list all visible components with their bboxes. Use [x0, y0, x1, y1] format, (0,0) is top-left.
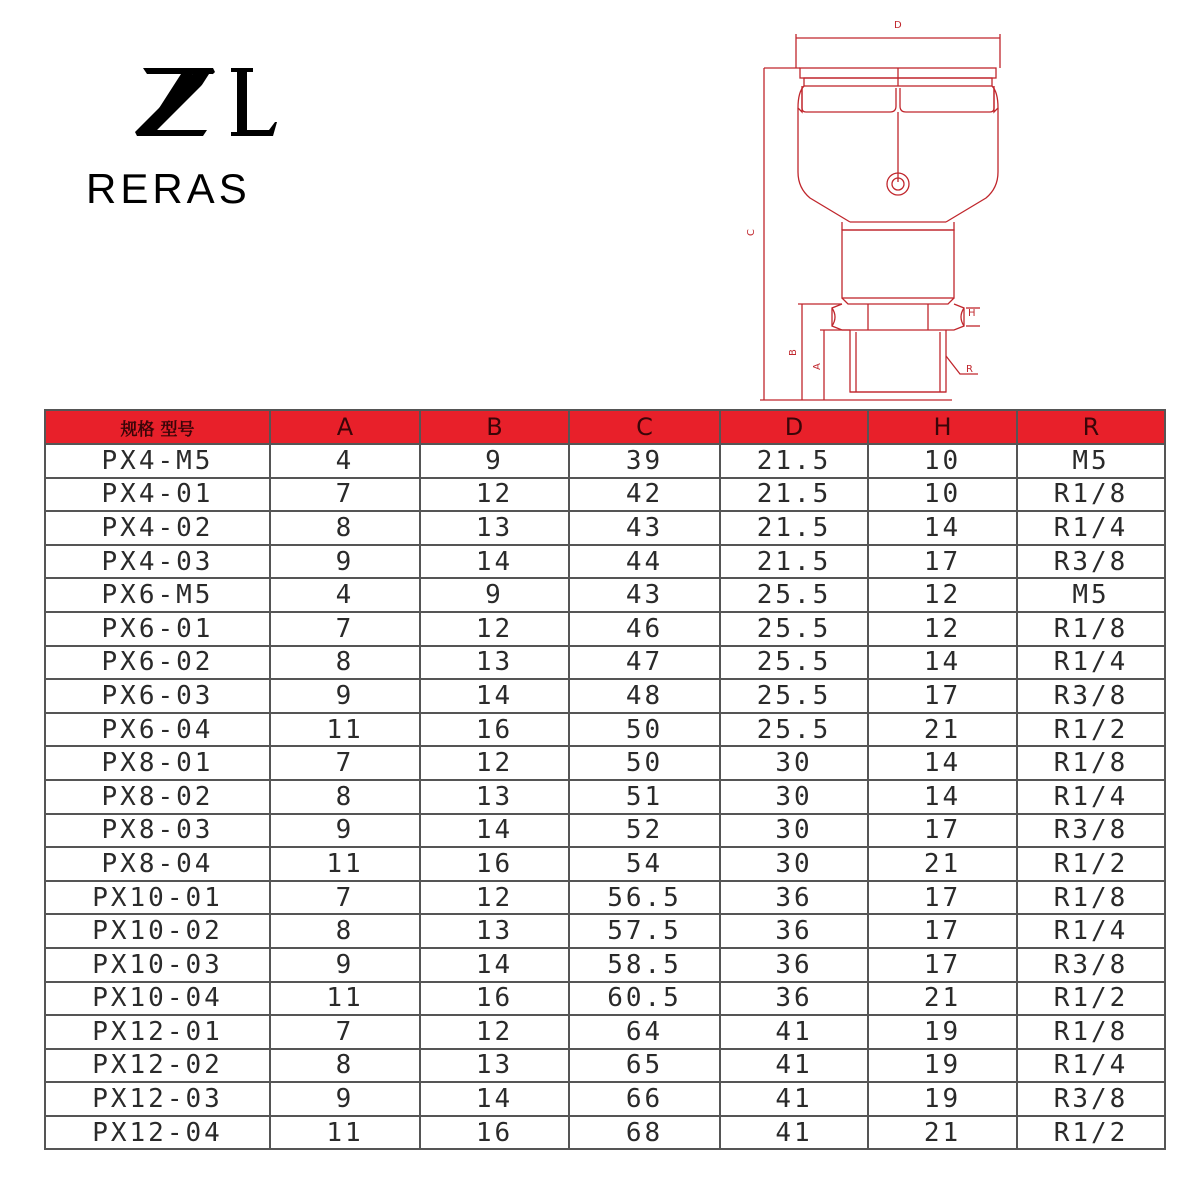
- cell-d: 25.5: [720, 679, 868, 713]
- cell-c: 46: [569, 612, 720, 646]
- cell-b: 12: [420, 612, 569, 646]
- cell-a: 11: [270, 982, 420, 1016]
- cell-b: 16: [420, 1116, 569, 1150]
- cell-a: 11: [270, 847, 420, 881]
- cell-model: PX4-M5: [45, 444, 270, 478]
- cell-c: 43: [569, 578, 720, 612]
- cell-b: 16: [420, 847, 569, 881]
- table-row: [45, 1082, 1165, 1116]
- table-row: [45, 881, 1165, 915]
- cell-a: 9: [270, 679, 420, 713]
- cell-a: 8: [270, 511, 420, 545]
- cell-b: 14: [420, 679, 569, 713]
- cell-r: R1/2: [1017, 1116, 1165, 1150]
- cell-b: 12: [420, 881, 569, 915]
- table-row: [45, 578, 1165, 612]
- cell-h: 14: [868, 511, 1017, 545]
- cell-a: 8: [270, 914, 420, 948]
- table-row: [45, 746, 1165, 780]
- cell-r: R3/8: [1017, 1082, 1165, 1116]
- cell-r: R1/8: [1017, 612, 1165, 646]
- cell-r: R1/4: [1017, 511, 1165, 545]
- cell-model: PX6-M5: [45, 578, 270, 612]
- cell-c: 58.5: [569, 948, 720, 982]
- cell-d: 41: [720, 1082, 868, 1116]
- cell-r: R1/4: [1017, 1049, 1165, 1083]
- cell-a: 7: [270, 881, 420, 915]
- cell-d: 25.5: [720, 578, 868, 612]
- table-row: [45, 713, 1165, 747]
- cell-h: 17: [868, 545, 1017, 579]
- cell-r: R1/2: [1017, 982, 1165, 1016]
- table-row: [45, 814, 1165, 848]
- cell-a: 9: [270, 814, 420, 848]
- column-header-a: A: [270, 410, 420, 444]
- cell-b: 13: [420, 511, 569, 545]
- table-row: [45, 545, 1165, 579]
- table-row: [45, 847, 1165, 881]
- cell-b: 14: [420, 1082, 569, 1116]
- cell-d: 21.5: [720, 511, 868, 545]
- cell-h: 21: [868, 713, 1017, 747]
- cell-d: 25.5: [720, 646, 868, 680]
- cell-model: PX4-01: [45, 478, 270, 512]
- cell-c: 50: [569, 746, 720, 780]
- cell-r: R1/2: [1017, 713, 1165, 747]
- dim-label-h: H: [968, 308, 976, 319]
- cell-h: 14: [868, 780, 1017, 814]
- column-header-b: B: [420, 410, 569, 444]
- table-row: [45, 1049, 1165, 1083]
- cell-model: PX10-03: [45, 948, 270, 982]
- cell-a: 7: [270, 612, 420, 646]
- cell-r: R1/4: [1017, 646, 1165, 680]
- cell-model: PX8-04: [45, 847, 270, 881]
- cell-h: 19: [868, 1015, 1017, 1049]
- cell-c: 54: [569, 847, 720, 881]
- cell-b: 9: [420, 444, 569, 478]
- cell-d: 30: [720, 847, 868, 881]
- cell-b: 12: [420, 746, 569, 780]
- cell-a: 9: [270, 1082, 420, 1116]
- table-row: [45, 914, 1165, 948]
- cell-model: PX6-03: [45, 679, 270, 713]
- cell-h: 17: [868, 948, 1017, 982]
- cell-h: 17: [868, 679, 1017, 713]
- cell-r: R1/8: [1017, 881, 1165, 915]
- cell-h: 10: [868, 444, 1017, 478]
- cell-c: 52: [569, 814, 720, 848]
- table-row: [45, 1116, 1165, 1150]
- cell-r: R1/8: [1017, 1015, 1165, 1049]
- cell-c: 64: [569, 1015, 720, 1049]
- cell-r: R1/4: [1017, 914, 1165, 948]
- cell-h: 21: [868, 1116, 1017, 1150]
- cell-model: PX6-04: [45, 713, 270, 747]
- cell-model: PX12-03: [45, 1082, 270, 1116]
- cell-a: 8: [270, 1049, 420, 1083]
- cell-d: 41: [720, 1015, 868, 1049]
- cell-a: 8: [270, 646, 420, 680]
- brand-name: RERAS: [86, 165, 251, 212]
- cell-h: 12: [868, 612, 1017, 646]
- cell-a: 7: [270, 478, 420, 512]
- cell-c: 60.5: [569, 982, 720, 1016]
- cell-r: R3/8: [1017, 679, 1165, 713]
- cell-b: 12: [420, 478, 569, 512]
- dim-label-b: B: [788, 349, 799, 356]
- cell-model: PX8-01: [45, 746, 270, 780]
- cell-b: 16: [420, 982, 569, 1016]
- cell-a: 7: [270, 746, 420, 780]
- cell-d: 36: [720, 982, 868, 1016]
- cell-b: 14: [420, 545, 569, 579]
- cell-c: 65: [569, 1049, 720, 1083]
- cell-c: 43: [569, 511, 720, 545]
- cell-r: R3/8: [1017, 948, 1165, 982]
- cell-r: R1/8: [1017, 746, 1165, 780]
- cell-d: 36: [720, 948, 868, 982]
- cell-h: 14: [868, 746, 1017, 780]
- cell-a: 7: [270, 1015, 420, 1049]
- column-header-r: R: [1017, 410, 1165, 444]
- cell-model: PX4-03: [45, 545, 270, 579]
- cell-h: 21: [868, 847, 1017, 881]
- cell-c: 66: [569, 1082, 720, 1116]
- column-header-h: H: [868, 410, 1017, 444]
- table-row: [45, 1015, 1165, 1049]
- cell-r: M5: [1017, 578, 1165, 612]
- cell-c: 48: [569, 679, 720, 713]
- cell-c: 51: [569, 780, 720, 814]
- cell-r: R1/2: [1017, 847, 1165, 881]
- cell-c: 57.5: [569, 914, 720, 948]
- cell-model: PX8-02: [45, 780, 270, 814]
- cell-r: R3/8: [1017, 814, 1165, 848]
- cell-d: 21.5: [720, 444, 868, 478]
- fitting-drawing: [740, 12, 1040, 407]
- cell-h: 17: [868, 814, 1017, 848]
- cell-h: 21: [868, 982, 1017, 1016]
- cell-model: PX10-01: [45, 881, 270, 915]
- cell-d: 41: [720, 1049, 868, 1083]
- cell-b: 9: [420, 578, 569, 612]
- cell-model: PX6-02: [45, 646, 270, 680]
- cell-d: 30: [720, 746, 868, 780]
- dim-label-a: A: [812, 363, 823, 370]
- cell-h: 19: [868, 1082, 1017, 1116]
- cell-h: 17: [868, 914, 1017, 948]
- brand-logo: [80, 50, 350, 220]
- cell-d: 30: [720, 814, 868, 848]
- table-row: [45, 444, 1165, 478]
- cell-r: M5: [1017, 444, 1165, 478]
- table-row: [45, 612, 1165, 646]
- cell-a: 11: [270, 713, 420, 747]
- cell-d: 41: [720, 1116, 868, 1150]
- cell-c: 68: [569, 1116, 720, 1150]
- table-body: [45, 444, 1165, 1149]
- table-row: [45, 948, 1165, 982]
- cell-model: PX4-02: [45, 511, 270, 545]
- cell-c: 47: [569, 646, 720, 680]
- cell-model: PX12-01: [45, 1015, 270, 1049]
- cell-d: 25.5: [720, 612, 868, 646]
- cell-model: PX12-02: [45, 1049, 270, 1083]
- zl-logo-mark: [135, 60, 285, 140]
- cell-r: R1/4: [1017, 780, 1165, 814]
- cell-model: PX10-04: [45, 982, 270, 1016]
- cell-r: R1/8: [1017, 478, 1165, 512]
- cell-a: 4: [270, 578, 420, 612]
- cell-d: 30: [720, 780, 868, 814]
- cell-d: 21.5: [720, 545, 868, 579]
- cell-d: 36: [720, 914, 868, 948]
- cell-model: PX6-01: [45, 612, 270, 646]
- cell-b: 12: [420, 1015, 569, 1049]
- table-row: [45, 478, 1165, 512]
- cell-c: 39: [569, 444, 720, 478]
- table-header-row: [45, 410, 1165, 444]
- cell-c: 44: [569, 545, 720, 579]
- cell-a: 9: [270, 545, 420, 579]
- cell-c: 56.5: [569, 881, 720, 915]
- cell-d: 25.5: [720, 713, 868, 747]
- cell-b: 16: [420, 713, 569, 747]
- column-header-model: 规格 型号: [45, 410, 270, 444]
- table-row: [45, 982, 1165, 1016]
- cell-a: 11: [270, 1116, 420, 1150]
- dim-label-c: C: [746, 229, 757, 236]
- cell-c: 42: [569, 478, 720, 512]
- cell-c: 50: [569, 713, 720, 747]
- dim-label-r: R: [966, 364, 973, 375]
- column-header-c: C: [569, 410, 720, 444]
- table-row: [45, 646, 1165, 680]
- cell-h: 12: [868, 578, 1017, 612]
- cell-b: 14: [420, 814, 569, 848]
- cell-h: 17: [868, 881, 1017, 915]
- spec-table: [44, 409, 1166, 1150]
- dim-label-d: D: [894, 20, 902, 31]
- cell-b: 13: [420, 780, 569, 814]
- cell-a: 9: [270, 948, 420, 982]
- cell-model: PX10-02: [45, 914, 270, 948]
- cell-h: 10: [868, 478, 1017, 512]
- cell-h: 19: [868, 1049, 1017, 1083]
- cell-a: 4: [270, 444, 420, 478]
- cell-d: 21.5: [720, 478, 868, 512]
- table-row: [45, 780, 1165, 814]
- cell-model: PX8-03: [45, 814, 270, 848]
- cell-b: 13: [420, 914, 569, 948]
- cell-d: 36: [720, 881, 868, 915]
- cell-b: 14: [420, 948, 569, 982]
- cell-b: 13: [420, 646, 569, 680]
- cell-r: R3/8: [1017, 545, 1165, 579]
- table-row: [45, 679, 1165, 713]
- cell-b: 13: [420, 1049, 569, 1083]
- cell-model: PX12-04: [45, 1116, 270, 1150]
- cell-a: 8: [270, 780, 420, 814]
- table-row: [45, 511, 1165, 545]
- column-header-d: D: [720, 410, 868, 444]
- cell-h: 14: [868, 646, 1017, 680]
